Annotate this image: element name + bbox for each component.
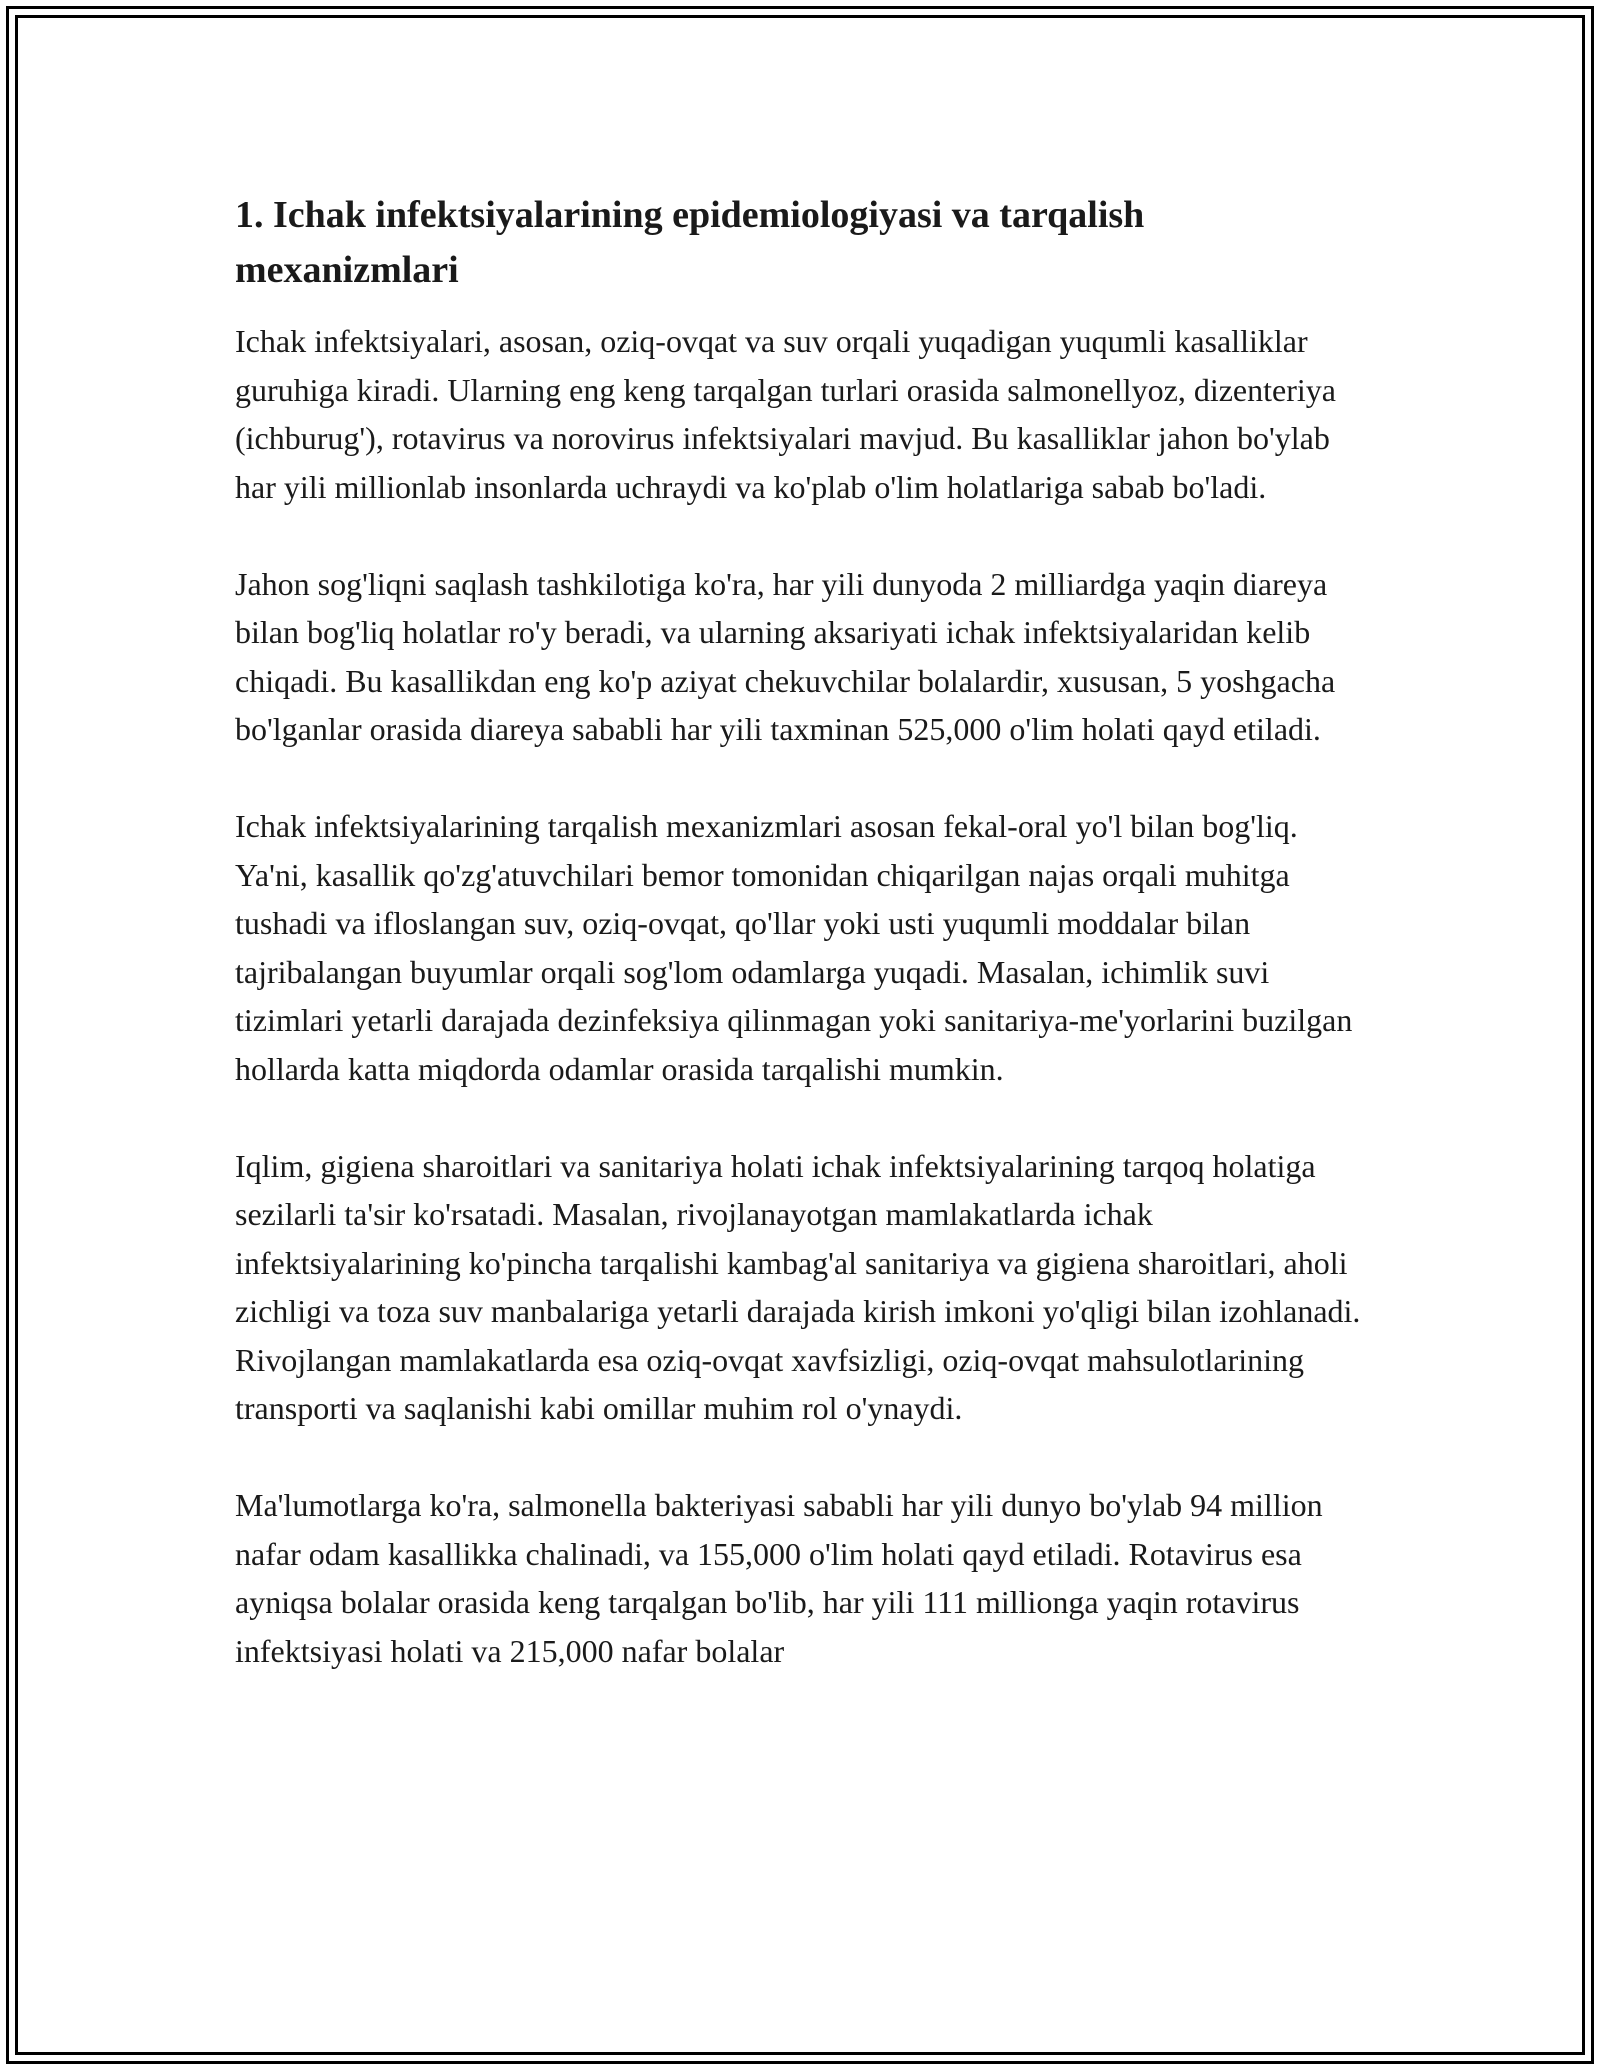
document-body — [235, 188, 1365, 1724]
paragraph-transmission: Ichak infektsiyalarining tarqalish mexanizmlari asosan fekal-oral yo'l bilan bog'liq. Ya'ni, kasallik qo'zg'atuvchilari bemor tomonidan chiqarilgan najas orqali muhitga tushadi va ifloslangan suv, oziq-ovqat, qo'llar yoki usti yuqumli moddalar bilan tajribalangan buyumlar orqali sog'lom odamlarga yuqadi. Masalan, ichimlik suvi tizimlari yetarli darajada dezinfeksiya qilinmagan yoki sanitariya-me'yorlarini buzilgan hollarda katta miqdorda odamlar orasida tarqalishi mumkin. — [235, 808, 1353, 1087]
section-heading: 1. Ichak infektsiyalarining epidemiologiyasi va tarqalish mexanizmlari — [235, 194, 1145, 291]
paragraph-who-statistics: Jahon sog'liqni saqlash tashkilotiga ko'ra, har yili dunyoda 2 milliardga yaqin diareya bilan bog'liq holatlar ro'y beradi, va ularning aksariyati ichak infektsiyalaridan kelib chiqadi. Bu kasallikdan eng ko'p aziyat chekuvchilar bolalardir, xususan, 5 yoshgacha bo'lganlar orasida diareya sababli har yili taxminan 525,000 o'lim holati qayd etiladi. — [235, 565, 1336, 747]
paragraph-climate-hygiene: Iqlim, gigiena sharoitlari va sanitariya holati ichak infektsiyalarining tarqoq holatiga sezilarli ta'sir ko'rsatadi. Masalan, rivojlanayotgan mamlakatlarda ichak infektsiyalarining ko'pincha tarqalishi kambag'al sanitariya va gigiena sharoitlari, aholi zichligi va toza suv manbalariga yetarli darajada kirish imkoni yo'qligi bilan izohlanadi. Rivojlangan mamlakatlarda esa oziq-ovqat xavfsizligi, oziq-ovqat mahsulotlarining transporti va saqlanishi kabi omillar muhim rol o'ynaydi. — [235, 1147, 1361, 1426]
paragraph-intro: Ichak infektsiyalari, asosan, oziq-ovqat va suv orqali yuqadigan yuqumli kasalliklar guruhiga kiradi. Ularning eng keng tarqalgan turlari orasida salmonellyoz, dizenteriya (ichburug'), rotavirus va norovirus infektsiyalari mavjud. Bu kasalliklar jahon bo'ylab har yili millionlab insonlarda uchraydi va ko'plab o'lim holatlariga sabab bo'ladi. — [235, 323, 1336, 505]
paragraph-salmonella-rotavirus: Ma'lumotlarga ko'ra, salmonella bakteriyasi sababli har yili dunyo bo'ylab 94 million nafar odam kasallikka chalinadi, va 155,000 o'lim holati qayd etiladi. Rotavirus esa ayniqsa bolalar orasida keng tarqalgan bo'lib, har yili 111 millionga yaqin rotavirus infektsiyasi holati va 215,000 nafar bolalar — [235, 1487, 1323, 1669]
